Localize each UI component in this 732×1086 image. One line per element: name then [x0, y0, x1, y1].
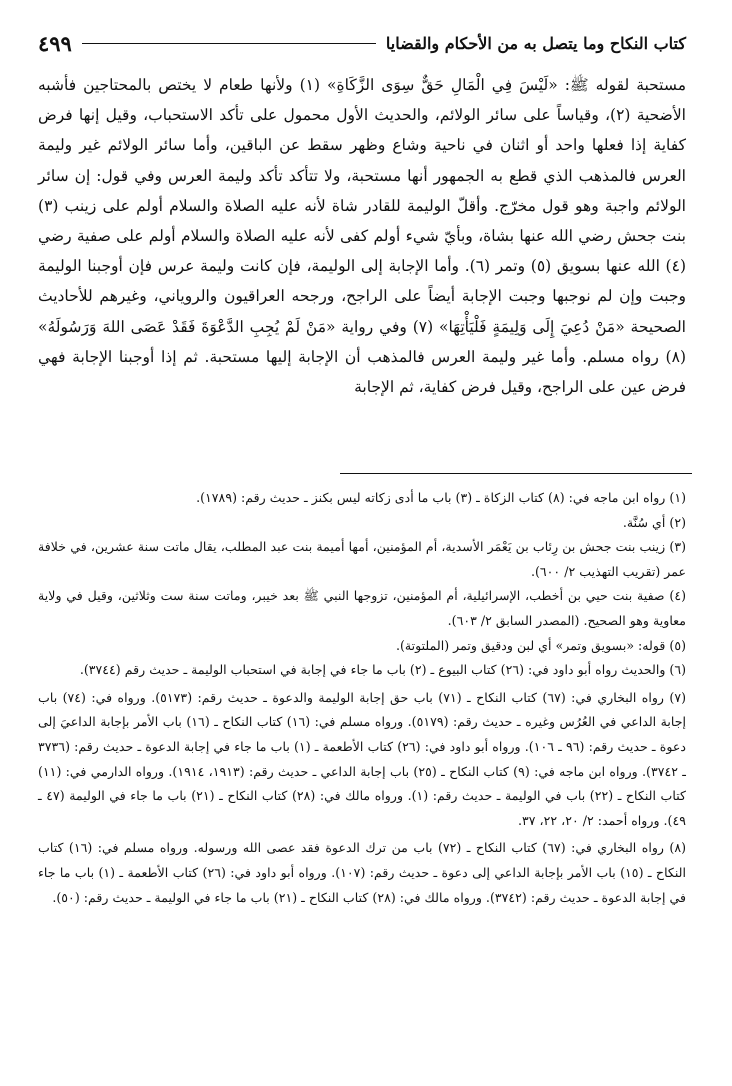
- footnotes: [38, 486, 686, 910]
- footnote-6: (٦) والحديث رواه أبو داود في: (٢٦) كتاب البيوع ـ (٢) باب ما جاء في إجابة في استحباب الوليمة ـ حديث رقم (٣٧٤٤).: [79, 662, 686, 678]
- main-body: [38, 70, 686, 402]
- footnote-separator: [340, 473, 692, 474]
- footnote-7: (٧) رواه البخاري في: (٦٧) كتاب النكاح ـ (٧١) باب حق إجابة الوليمة والدعوة ـ حديث رقم: (٥١٧٣). ورواه في: (٧٤) باب إجابة الداعي في العُرُس وغيره ـ حديث رقم: (٥١٧٩). ورواه مسلم في: (١٦) كتاب النكاح ـ (١٦) باب الأمر بإجابة الداعيَ إلى دعوة ـ حديث رقم: (٩٦ ـ ١٠٦). ورواه أبو داود في: (٢٦) كتاب الأطعمة ـ (١) باب ما جاء في إجابة الدعوة ـ حديث رقم: (٣٧٣٦ ـ ٣٧٤٢). ورواه ابن ماجه في: (٩) كتاب النكاح ـ (٢٥) باب إجابة الداعي ـ حديث رقم: (١٩١٣، ١٩١٤). ورواه الدارمي في: (١١) كتاب النكاح ـ (٢٢) باب في الوليمة ـ حديث رقم: (١). ورواه مالك في: (٢٨) كتاب النكاح ـ (٢١) باب ما جاء في الوليمة (٤٧ ـ ٤٩). ورواه أحمد: ٢/ ٢٠، ٢٢، ٣٧.: [38, 689, 687, 828]
- footnote-3: (٣) زينب بنت جحش بن رِئاب بن يَعْمَر الأسدية، أم المؤمنين، أمها أميمة بنت عبد المطلب، يقال ماتت سنة عشرين، في خلافة عمر (تقريب التهذيب ٢/ ٦٠٠).: [38, 539, 686, 579]
- footnote-5: (٥) قوله: «بسويق وتمر» أي لبن ودقيق وتمر (الملتوتة).: [395, 637, 686, 653]
- body-paragraph: مستحبة لقوله ﷺ: «لَيْسَ فِي الْمَالِ حَقٌّ سِوَى الزَّكَاةِ» (١) ولأنها طعام لا يختص بالمحتاجين فأشبه الأضحية (٢)، وقياساً على سائر الولائم، والحديث الأول محمول على تأكد الاستحباب، وقيل إنها فرض كفاية إذا فعلها واحد أو اثنان في ناحية وشاع وظهر سقط عن الباقين، وأما سائر الولائم غير وليمة العرس فالمذهب الذي قطع به الجمهور أنها مستحبة، ولا تتأكد تأكد وليمة العرس وفي قول: إن سائر الولائم واجبة وهو قول مخرّج. وأقلّ الوليمة للقادر شاة لأنه عليه الصلاة والسلام أولم على زينب (٣) بنت جحش رضي الله عنها بشاة، وبأيّ شيء أولم كفى لأنه عليه الصلاة والسلام أولم على صفية رضي (٤) الله عنها بسويق (٥) وتمر (٦). وأما الإجابة إلى الوليمة، فإن كانت وليمة عرس فإن أوجبنا الوليمة وجبت وإن لم نوجبها وجبت الإجابة أيضاً على الراجح، ورجحه العراقيون والروياني، وغيرهم للأحاديث الصحيحة «مَنْ دُعِيَ إِلَى وَلِيمَةٍ فَلْيَأْتِهَا» (٧) وفي رواية «مَنْ لَمْ يُجِبِ الدَّعْوَةَ فَقَدْ عَصَى اللهَ وَرَسُولَهُ» (٨) رواه مسلم. وأما غير وليمة العرس فالمذهب أن الإجابة إليها مستحبة. ثم إذا أوجبنا الإجابة فهي فرض عين على الراجح، وقيل فرض كفاية، ثم الإجابة: [38, 76, 686, 397]
- footnote-1: (١) رواه ابن ماجه في: (٨) كتاب الزكاة ـ (٣) باب ما أدى زكاته ليس بكنز ـ حديث رقم: (١٧٨٩).: [196, 490, 686, 505]
- footnote-4: (٤) صفية بنت حيي بن أخطب، الإسرائيلية، أم المؤمنين، تزوجها النبي ﷺ بعد خيبر، وماتت سنة ست وثلاثين، وقيل في ولاية معاوية وهو الصحيح. (المصدر السابق ٢/ ٦٠٣).: [38, 588, 686, 628]
- running-header: [38, 28, 686, 58]
- footnote-2: (٢) أي سُنَّة.: [622, 514, 686, 530]
- chapter-title: كتاب النكاح وما يتصل به من الأحكام والقضايا: [385, 33, 686, 53]
- header-rule: [82, 43, 376, 44]
- footnote-8: (٨) رواه البخاري في: (٦٧) كتاب النكاح ـ (٧٢) باب من ترك الدعوة فقد عصى الله ورسوله. ورواه مسلم في: (١٦) كتاب النكاح ـ (١٥) باب الأمر بإجابة الداعي إلى دعوة ـ حديث رقم: (١٠٧). ورواه أبو داود في: (٢٦) كتاب الأطعمة ـ (١) باب ما جاء في إجابة الدعوة ـ حديث رقم: (٣٧٤٢). ورواه مالك في: (٢٨) كتاب النكاح ـ (٢١) باب ما جاء في الوليمة ـ حديث رقم: (٥٠).: [38, 840, 687, 905]
- page-number: ٤٩٩: [38, 30, 72, 56]
